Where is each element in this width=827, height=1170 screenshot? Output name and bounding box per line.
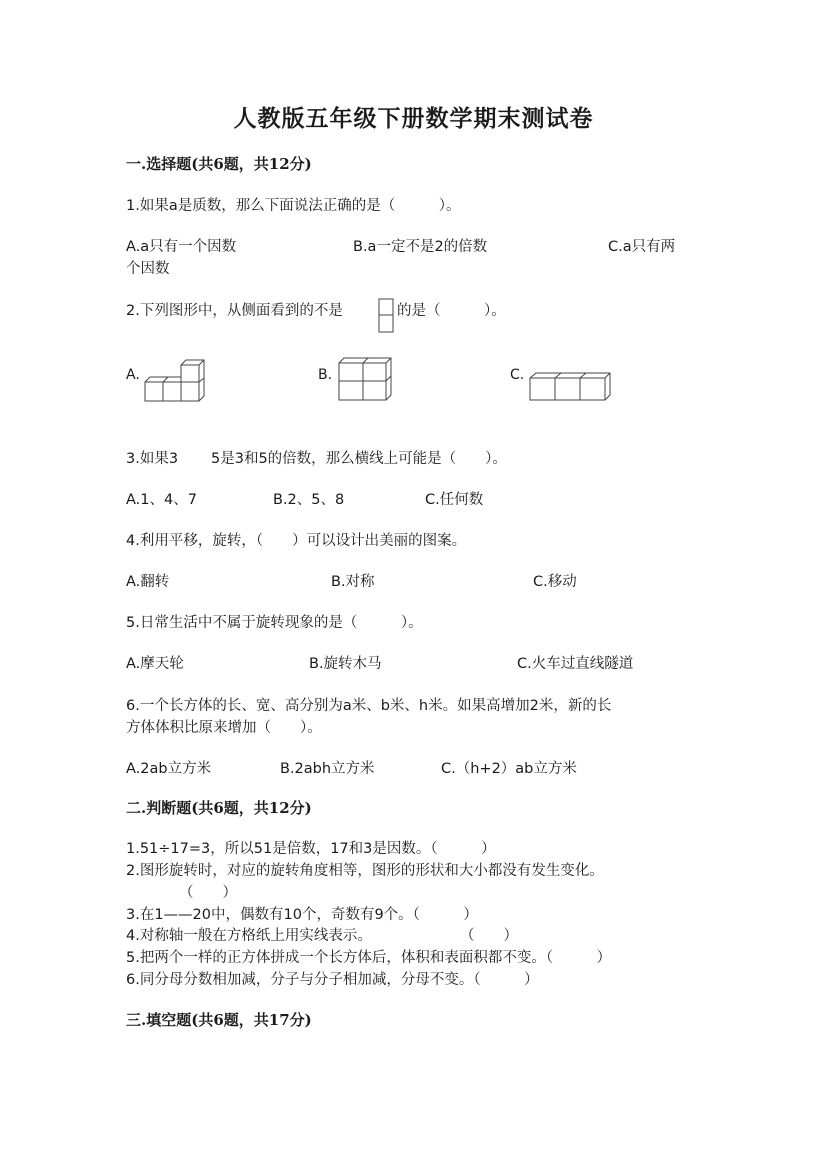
question-4-option-b[interactable]: B.对称: [331, 574, 375, 590]
question-6-option-b[interactable]: B.2abh立方米: [280, 761, 375, 777]
question-3-stem-before: 3.如果3: [126, 451, 179, 467]
question-2-option-b-label[interactable]: B.: [318, 367, 333, 383]
page-title: 人教版五年级下册数学期末测试卷: [233, 105, 594, 132]
question-1-option-c[interactable]: C.a只有两: [608, 239, 676, 255]
question-6-option-c[interactable]: C.（h+2）ab立方米: [441, 761, 577, 777]
question-5-option-a[interactable]: A.摩天轮: [126, 656, 184, 672]
judge-item-5[interactable]: 5.把两个一样的正方体拼成一个长方体后，体积和表面积都不变。（ ）: [126, 950, 612, 966]
judge-item-4[interactable]: 4.对称轴一般在方格纸上用实线表示。: [126, 928, 372, 944]
question-2-option-a-label[interactable]: A.: [126, 367, 140, 383]
question-6-stem-line1: 6.一个长方体的长、宽、高分别为a米、b米、h米。如果高增加2米，新的长: [126, 698, 612, 714]
question-4-option-a[interactable]: A.翻转: [126, 574, 170, 590]
option-b-cube-figure[interactable]: [336, 356, 394, 404]
question-2-stem-before: 2.下列图形中，从侧面看到的不是: [126, 303, 343, 319]
section-heading-judge: 二.判断题(共6题，共12分): [126, 799, 312, 817]
option-a-cube-figure[interactable]: [142, 358, 206, 404]
question-6-stem-line2: 方体体积比原来增加（ ）。: [126, 720, 322, 736]
question-3-option-c[interactable]: C.任何数: [425, 492, 484, 508]
section-heading-fill: 三.填空题(共6题，共17分): [126, 1011, 312, 1029]
question-4-stem: 4.利用平移，旋转，（ ）可以设计出美丽的图案。: [126, 533, 467, 549]
judge-item-3[interactable]: 3.在1——20中，偶数有10个，奇数有9个。（ ）: [126, 907, 478, 923]
judge-item-2[interactable]: 2.图形旋转时，对应的旋转角度相等，图形的形状和大小都没有发生变化。: [126, 863, 604, 879]
judge-item-2-paren[interactable]: （ ）: [179, 885, 237, 901]
question-4-option-c[interactable]: C.移动: [533, 574, 577, 590]
judge-item-1[interactable]: 1.51÷17=3，所以51是倍数，17和3是因数。（ ）: [126, 841, 496, 857]
question-1-option-c-continued: 个因数: [126, 261, 170, 277]
question-3-option-a[interactable]: A.1、4、7: [126, 492, 197, 508]
question-1-option-b[interactable]: B.a一定不是2的倍数: [353, 239, 488, 255]
judge-item-4-paren[interactable]: （ ）: [460, 928, 518, 944]
judge-item-6[interactable]: 6.同分母分数相加减，分子与分子相加减，分母不变。（ ）: [126, 972, 539, 988]
question-5-option-b[interactable]: B.旋转木马: [309, 656, 382, 672]
two-stacked-squares-figure: [378, 298, 395, 335]
question-2-stem-after: 的是（ ）。: [397, 303, 506, 319]
question-1-option-a[interactable]: A.a只有一个因数: [126, 239, 237, 255]
question-2-option-c-label[interactable]: C.: [510, 367, 525, 383]
question-3-stem-after: 5是3和5的倍数，那么横线上可能是（ ）。: [211, 451, 507, 467]
section-heading-choice: 一.选择题(共6题，共12分): [126, 155, 312, 173]
question-3-option-b[interactable]: B.2、5、8: [273, 492, 345, 508]
question-6-option-a[interactable]: A.2ab立方米: [126, 761, 212, 777]
option-c-cube-figure[interactable]: [527, 370, 613, 404]
question-5-option-c[interactable]: C.火车过直线隧道: [517, 656, 634, 672]
question-5-stem: 5.日常生活中不属于旋转现象的是（ ）。: [126, 615, 423, 631]
question-1-stem: 1.如果a是质数，那么下面说法正确的是（ ）。: [126, 198, 461, 214]
